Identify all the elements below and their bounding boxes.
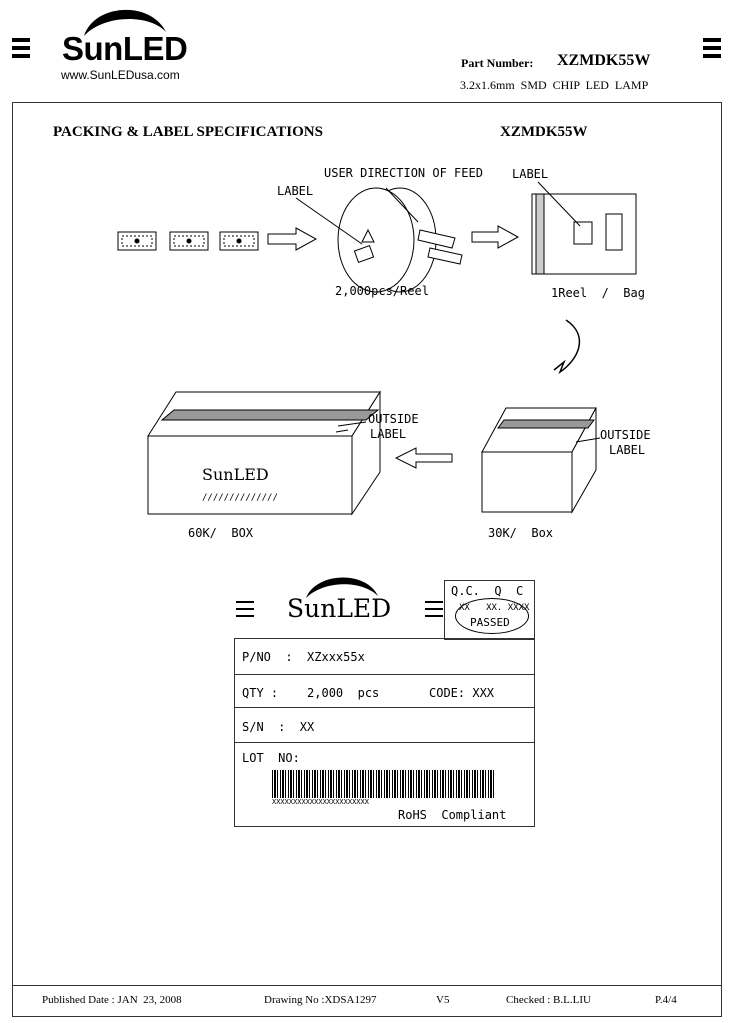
row-divider-3 [234, 742, 534, 743]
packing-diagram [100, 160, 660, 560]
tape-chip-1 [118, 232, 156, 250]
part-number-label: Part Number: [461, 56, 534, 70]
box-brand: SunLED [202, 465, 269, 484]
tape-chip-3 [220, 232, 258, 250]
right-menu-bars-icon [703, 38, 721, 62]
left-menu-bars-icon [12, 38, 30, 62]
arrow-right-icon-2 [472, 226, 518, 248]
version: V5 [436, 994, 450, 1006]
big-box-outside-label-1: OUTSIDE [368, 412, 419, 426]
big-box-outside-label-2: LABEL [370, 427, 407, 441]
box-30k-icon [482, 408, 596, 512]
checked-by: Checked : B.L.LIU [506, 994, 591, 1006]
arrow-left-icon [396, 448, 452, 468]
section-part-number: XZMDK55W [500, 124, 588, 140]
barcode [272, 770, 494, 798]
bag-caption: 1Reel / Bag [551, 286, 645, 300]
page-number: P.4/4 [655, 994, 677, 1006]
quantity-field: QTY : 2,000 pcs [242, 686, 380, 700]
qc-line-1: Q.C. Q C [451, 584, 524, 598]
small-box-outside-label-2: LABEL [609, 443, 646, 457]
small-box-outside-label-1: OUTSIDE [600, 428, 651, 442]
bag-icon [532, 194, 636, 274]
drawing-number: Drawing No :XDSA1297 [264, 994, 377, 1006]
footer-divider [12, 985, 721, 986]
reel-label-callout: LABEL [277, 184, 314, 198]
tape-chip-2 [170, 232, 208, 250]
published-date: Published Date : JAN 23, 2008 [42, 994, 182, 1006]
label-left-bars-icon [236, 601, 254, 621]
rohs-compliance: RoHS Compliant [398, 808, 507, 822]
lot-number-field: LOT NO: [242, 751, 300, 765]
label-right-bars-icon [425, 601, 443, 621]
part-description: 3.2x1.6mm SMD CHIP LED LAMP [460, 78, 649, 92]
brand-logo: SunLED [62, 30, 188, 67]
barcode-text: XXXXXXXXXXXXXXXXXXXXXXX [272, 798, 369, 806]
code-field: CODE: XXX [429, 686, 495, 700]
section-title: PACKING & LABEL SPECIFICATIONS [53, 124, 323, 140]
small-box-caption: 30K/ Box [488, 526, 554, 540]
website: www.SunLEDusa.com [61, 68, 180, 82]
reel-caption: 2,000pcs/Reel [335, 284, 429, 298]
label-brand: SunLED [287, 594, 392, 623]
feed-direction-label: USER DIRECTION OF FEED [324, 166, 483, 180]
svg-text://////////////: ////////////// [202, 493, 278, 503]
row-divider-2 [234, 707, 534, 708]
serial-number-field: S/N : XX [242, 720, 315, 734]
curved-arrow-down-icon [554, 320, 579, 372]
qc-line-3: PASSED [470, 616, 510, 629]
arrow-right-icon [268, 228, 316, 250]
bag-label-callout: LABEL [512, 167, 549, 181]
qc-line-2: XX XX. XXXX [459, 603, 530, 613]
part-number: XZMDK55W [557, 52, 651, 69]
big-box-caption: 60K/ BOX [188, 526, 254, 540]
row-divider-1 [234, 674, 534, 675]
part-no-field: P/NO : XZxxx55x [242, 650, 365, 664]
